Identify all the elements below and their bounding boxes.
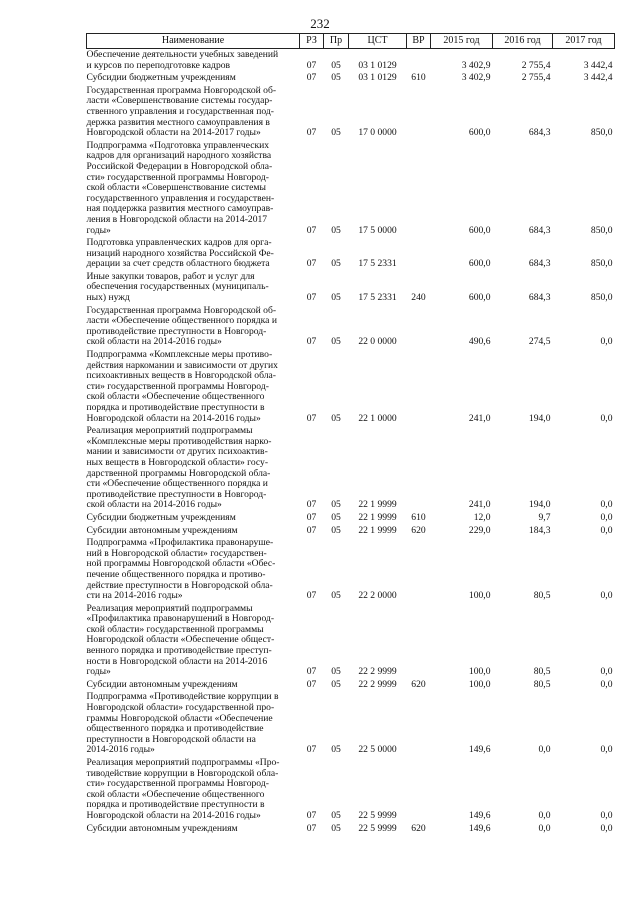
column-header-name: Наименование xyxy=(87,34,300,49)
cell-rz: 07 xyxy=(306,72,317,84)
cell-2016: 274,5 xyxy=(528,336,551,348)
table-row xyxy=(87,679,615,692)
cell-2016: 184,3 xyxy=(528,524,551,536)
cell-cst: 22 1 9999 xyxy=(358,511,397,523)
cell-cst: 22 5 9999 xyxy=(358,822,397,834)
cell-cst: 22 2 9999 xyxy=(358,666,397,678)
cell-2016: 684,3 xyxy=(528,224,551,236)
cell-pr: 05 xyxy=(331,822,341,834)
cell-name: Подпрограмма «Подготовка управленческих кадров для организаций народного хозяйства Российской Федерации в Новгородской обла- сти» государственной программы Новгород- ской области «Совершенствование системы государственного управления и государствен- ная поддержка развития местного самоуправ- ления в Новгородской области на 2014-2017 годы» xyxy=(86,139,275,236)
cell-vr xyxy=(407,349,431,425)
cell-2016: 80,5 xyxy=(533,666,551,678)
cell-2017: 0,0 xyxy=(600,809,613,821)
cell-2016: 0,0 xyxy=(538,809,551,821)
cell-vr xyxy=(407,603,431,679)
cell-name: Реализация мероприятий подпрограммы «Комплексные меры противодействия нарко- мании и зависимости от других психоактив- ных веществ в Новгородской области» госу- дарственной программы Новгородской обла- сти «Обеспечение общественного порядка и противодействие преступности в Новгород- ской области на 2014-2016 годы» xyxy=(86,425,272,511)
table-row xyxy=(87,237,615,271)
cell-2015: 229,0 xyxy=(468,524,491,536)
cell-2016: 0,0 xyxy=(538,744,551,756)
cell-name: Реализация мероприятий подпрограммы «Про- тиводействие коррупции в Новгородской обла- сти» государственной программы Новгород- ской области «Обеспечение общественного порядка и противодействие преступности в Новгородской области на 2014-2016 годы» xyxy=(86,757,280,821)
column-header-2015: 2015 год xyxy=(431,34,493,49)
cell-rz: 07 xyxy=(306,678,317,690)
cell-vr xyxy=(407,49,431,73)
cell-rz: 07 xyxy=(306,511,317,523)
cell-name: Субсидии бюджетным учреждениям xyxy=(86,72,236,84)
cell-2015: 100,0 xyxy=(468,590,491,602)
table-header xyxy=(87,34,615,49)
cell-pr: 05 xyxy=(331,59,341,71)
table-row xyxy=(87,271,615,305)
cell-name: Субсидии автономным учреждениям xyxy=(86,524,238,536)
cell-pr: 05 xyxy=(331,678,341,690)
cell-2016: 2 755,4 xyxy=(521,72,551,84)
cell-cst: 22 1 9999 xyxy=(358,499,397,511)
cell-rz: 07 xyxy=(306,666,317,678)
cell-2015: 149,6 xyxy=(468,822,491,834)
cell-rz: 07 xyxy=(306,292,317,304)
cell-rz: 07 xyxy=(306,127,317,139)
cell-rz: 07 xyxy=(306,336,317,348)
cell-name: Обеспечение деятельности учебных заведений и курсов по переподготовке кадров xyxy=(86,49,279,71)
cell-vr: 620 xyxy=(411,678,426,690)
cell-cst: 17 5 0000 xyxy=(358,224,397,236)
cell-2015: 241,0 xyxy=(468,412,491,424)
cell-cst: 22 2 0000 xyxy=(358,590,397,602)
table-row xyxy=(87,757,615,823)
cell-rz: 07 xyxy=(306,744,317,756)
table-row xyxy=(87,305,615,349)
cell-2016: 9,7 xyxy=(538,511,551,523)
cell-cst: 17 5 2331 xyxy=(358,258,397,270)
cell-2015: 149,6 xyxy=(468,809,491,821)
cell-cst: 22 2 9999 xyxy=(358,678,397,690)
cell-pr: 05 xyxy=(331,666,341,678)
cell-2016: 80,5 xyxy=(533,678,551,690)
table-body xyxy=(87,49,615,836)
table-row xyxy=(87,72,615,85)
cell-2015: 100,0 xyxy=(468,678,491,690)
cell-rz: 07 xyxy=(306,809,317,821)
cell-pr: 05 xyxy=(331,127,341,139)
cell-2017: 0,0 xyxy=(600,524,613,536)
cell-rz: 07 xyxy=(306,224,317,236)
table-row xyxy=(87,49,615,73)
cell-pr: 05 xyxy=(331,499,341,511)
cell-2016: 0,0 xyxy=(538,822,551,834)
cell-2017: 0,0 xyxy=(600,822,613,834)
cell-2016: 194,0 xyxy=(528,499,551,511)
cell-2017: 0,0 xyxy=(600,744,613,756)
column-header-2016: 2016 год xyxy=(493,34,553,49)
cell-2015: 241,0 xyxy=(468,499,491,511)
table-row xyxy=(87,691,615,757)
cell-vr xyxy=(407,537,431,603)
cell-2015: 600,0 xyxy=(468,292,491,304)
cell-2015: 3 402,9 xyxy=(461,59,491,71)
cell-rz: 07 xyxy=(306,590,317,602)
cell-pr: 05 xyxy=(331,224,341,236)
cell-pr: 05 xyxy=(331,809,341,821)
cell-2016: 80,5 xyxy=(533,590,551,602)
cell-2016: 684,3 xyxy=(528,258,551,270)
cell-cst: 22 5 0000 xyxy=(358,744,397,756)
column-header-rz: РЗ xyxy=(300,34,324,49)
column-header-vr: ВР xyxy=(407,34,431,49)
cell-pr: 05 xyxy=(331,590,341,602)
cell-2017: 850,0 xyxy=(590,127,613,139)
cell-2015: 12,0 xyxy=(473,511,491,523)
cell-2015: 600,0 xyxy=(468,258,491,270)
cell-2017: 3 442,4 xyxy=(583,59,613,71)
cell-2017: 850,0 xyxy=(590,258,613,270)
budget-table xyxy=(86,33,615,835)
cell-pr: 05 xyxy=(331,524,341,536)
cell-cst: 17 0 0000 xyxy=(358,127,397,139)
cell-cst: 03 1 0129 xyxy=(358,72,397,84)
cell-rz: 07 xyxy=(306,499,317,511)
cell-pr: 05 xyxy=(331,336,341,348)
cell-name: Субсидии автономным учреждениям xyxy=(86,822,238,834)
cell-vr xyxy=(407,85,431,140)
cell-rz: 07 xyxy=(306,258,317,270)
table-row xyxy=(87,537,615,603)
cell-vr: 610 xyxy=(411,72,426,84)
cell-2017: 0,0 xyxy=(600,412,613,424)
table-row xyxy=(87,140,615,237)
cell-vr xyxy=(407,305,431,349)
cell-vr: 620 xyxy=(411,524,426,536)
column-header-cst: ЦСТ xyxy=(349,34,407,49)
cell-pr: 05 xyxy=(331,258,341,270)
table-row xyxy=(87,85,615,140)
table-row xyxy=(87,349,615,425)
cell-vr xyxy=(407,237,431,271)
cell-rz: 07 xyxy=(306,524,317,536)
cell-cst: 22 0 0000 xyxy=(358,336,397,348)
cell-2017: 0,0 xyxy=(600,499,613,511)
cell-cst: 22 1 9999 xyxy=(358,524,397,536)
cell-pr: 05 xyxy=(331,511,341,523)
cell-name: Субсидии бюджетным учреждениям xyxy=(86,511,236,523)
cell-name: Иные закупки товаров, работ и услуг для обеспечения государственных (муниципаль- ных) нужд xyxy=(86,270,269,304)
cell-cst: 03 1 0129 xyxy=(358,59,397,71)
cell-vr: 620 xyxy=(411,822,426,834)
cell-rz: 07 xyxy=(306,412,317,424)
table-row xyxy=(87,425,615,512)
cell-name: Подпрограмма «Противодействие коррупции в Новгородской области» государственной про- граммы Новгородской области «Обеспечение общественного порядка и противодействие преступности в Новгородской области на 2014-2016 годы» xyxy=(86,691,279,756)
cell-2015: 490,6 xyxy=(468,336,491,348)
cell-name: Субсидии автономным учреждениям xyxy=(86,678,238,690)
cell-2015: 100,0 xyxy=(468,666,491,678)
cell-name: Государственная программа Новгородской об- ласти «Совершенствование системы государ- ственного управления и государственная под- держка развития местного самоуправления в Новгородской области на 2014-2017 годы» xyxy=(86,84,277,139)
cell-2017: 0,0 xyxy=(600,666,613,678)
cell-2017: 3 442,4 xyxy=(583,72,613,84)
cell-2017: 850,0 xyxy=(590,224,613,236)
cell-pr: 05 xyxy=(331,72,341,84)
cell-name: Подготовка управленческих кадров для орга- низаций народного хозяйства Российской Фе- дерации за счет средств областного бюджета xyxy=(86,237,274,270)
cell-2017: 0,0 xyxy=(600,336,613,348)
cell-vr xyxy=(407,140,431,237)
cell-2017: 0,0 xyxy=(600,590,613,602)
column-header-2017: 2017 год xyxy=(553,34,615,49)
table-row xyxy=(87,603,615,679)
column-header-pr: Пр xyxy=(324,34,349,49)
cell-2017: 0,0 xyxy=(600,511,613,523)
cell-2017: 850,0 xyxy=(590,292,613,304)
cell-name: Подпрограмма «Профилактика правонаруше- ний в Новгородской области» государствен- ной программы Новгородской области «Обес- печение общественного порядка и противо- действие преступности в Новгородской обла- сти на 2014-2016 годы» xyxy=(86,537,276,602)
cell-vr: 610 xyxy=(411,511,426,523)
cell-cst: 17 5 2331 xyxy=(358,292,397,304)
cell-2015: 149,6 xyxy=(468,744,491,756)
cell-cst: 22 5 9999 xyxy=(358,809,397,821)
cell-vr xyxy=(407,425,431,512)
table-row xyxy=(87,525,615,538)
page-number: 232 xyxy=(310,16,330,31)
cell-2017: 0,0 xyxy=(600,678,613,690)
cell-rz: 07 xyxy=(306,59,317,71)
cell-name: Подпрограмма «Комплексные меры противо- действия наркомании и зависимости от других психоактивных веществ в Новгородской обла- сти» государственной программы Новгород- ской области «Обеспечение общественного порядка и противодействие преступности в Новгородской области на 2014-2016 годы» xyxy=(86,349,278,424)
cell-2015: 600,0 xyxy=(468,127,491,139)
cell-2015: 3 402,9 xyxy=(461,72,491,84)
cell-pr: 05 xyxy=(331,292,341,304)
cell-pr: 05 xyxy=(331,412,341,424)
cell-vr: 240 xyxy=(411,292,426,304)
cell-pr: 05 xyxy=(331,744,341,756)
cell-name: Государственная программа Новгородской об- ласти «Обеспечение общественного порядка и противодействие преступности в Новгород- ской области на 2014-2016 годы» xyxy=(86,304,277,348)
cell-name: Реализация мероприятий подпрограммы «Профилактика правонарушений в Новгород- ской области» государственной программы Новгородской области «Обеспечение общест- венного порядка и противодействие преступ- ности в Новгородской области на 2014-2016 годы» xyxy=(86,602,275,678)
cell-rz: 07 xyxy=(306,822,317,834)
cell-vr xyxy=(407,691,431,757)
cell-cst: 22 1 0000 xyxy=(358,412,397,424)
cell-2016: 194,0 xyxy=(528,412,551,424)
table-row xyxy=(87,512,615,525)
cell-2016: 684,3 xyxy=(528,127,551,139)
cell-2015: 600,0 xyxy=(468,224,491,236)
table-row xyxy=(87,823,615,836)
cell-vr xyxy=(407,757,431,823)
cell-2016: 684,3 xyxy=(528,292,551,304)
cell-2016: 2 755,4 xyxy=(521,59,551,71)
